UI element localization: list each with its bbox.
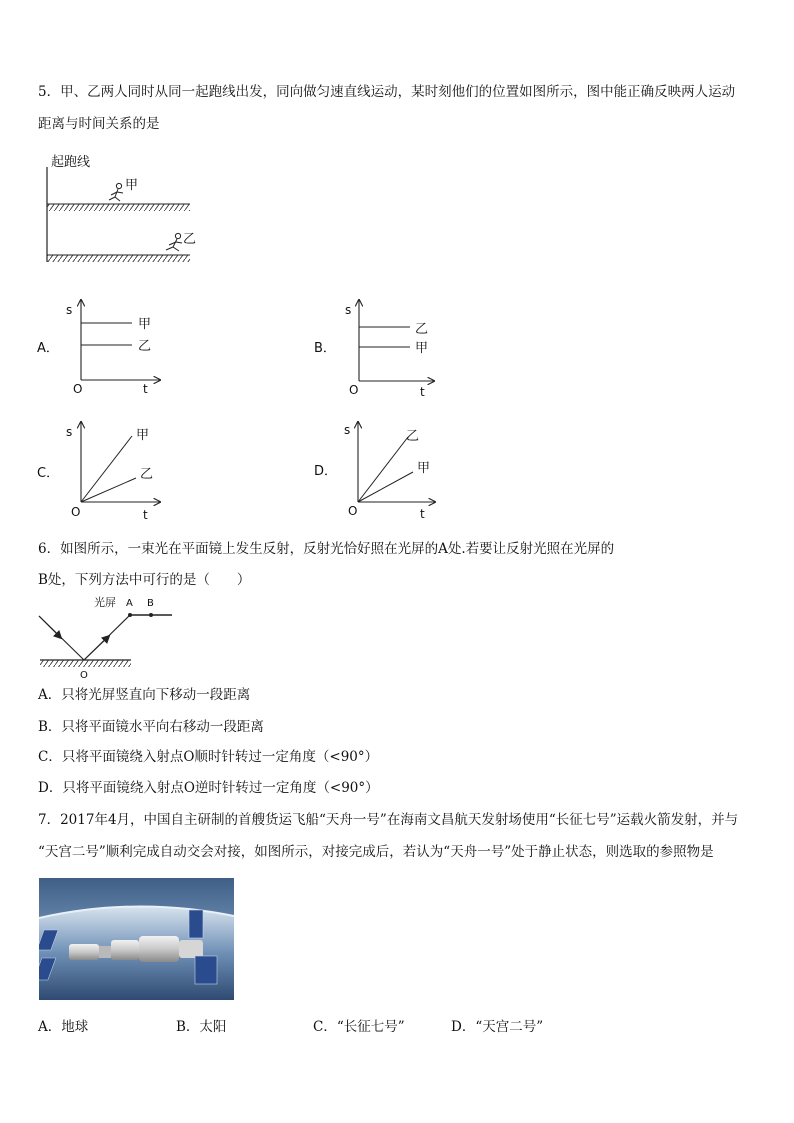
option-b-letter: B． — [314, 341, 336, 356]
option-d-letter: D． — [314, 464, 338, 479]
option-c-origin: O — [71, 505, 81, 519]
option-d-origin: O — [348, 504, 358, 518]
runner-yi-label: 乙 — [183, 232, 197, 247]
point-a — [128, 613, 132, 617]
q7-option-d[interactable]: D．“天宫二号” — [451, 1019, 544, 1035]
q5-stem-line2: 距离与时间关系的是 — [38, 116, 160, 132]
option-d-upper-label: 乙 — [406, 429, 420, 444]
option-b-upper-label: 乙 — [415, 322, 429, 337]
q5-stem-line1: 5．甲、乙两人同时从同一起跑线出发，同向做匀速直线运动，某时刻他们的位置如图所示，图中能正确反映两人运动 — [38, 84, 736, 100]
q6-option-a[interactable]: A．只将光屏竖直向下移动一段距离 — [38, 687, 251, 703]
option-a-letter: A． — [37, 341, 59, 356]
q7-stem-line2: “天宫二号”顺利完成自动交会对接，如图所示，对接完成后，若认为“天舟一号”处于静止状态，则选取的参照物是 — [38, 844, 714, 860]
q6-option-c[interactable]: C．只将平面镜绕入射点O顺时针转过一定角度（<90°） — [38, 749, 379, 765]
option-b-t-label: t — [420, 385, 425, 399]
option-a-upper-label: 甲 — [138, 317, 152, 332]
option-a-t-label: t — [143, 382, 148, 396]
option-a-s-label: s — [66, 303, 73, 317]
option-b-lower-label: 甲 — [415, 341, 429, 356]
point-b — [149, 613, 153, 617]
option-a-origin: O — [73, 382, 83, 396]
option-c-lower-label: 乙 — [140, 467, 154, 482]
q6-stem-line2: B处，下列方法中可行的是（ ） — [38, 572, 251, 588]
q7-stem-line1: 7．2017年4月，中国自主研制的首艘货运飞船“天舟一号”在海南文昌航天发射场使用“长征七号”运载火箭发射，并与 — [38, 812, 739, 828]
q6-option-b[interactable]: B．只将平面镜水平向右移动一段距离 — [38, 719, 264, 735]
option-c-letter: C． — [37, 466, 60, 481]
option-d-t-label: t — [420, 507, 425, 521]
option-b-s-label: s — [345, 303, 352, 317]
option-c-upper-label: 甲 — [136, 428, 150, 443]
option-d-s-label: s — [344, 423, 351, 437]
point-o-label: O — [80, 670, 88, 681]
q6-option-d[interactable]: D．只将平面镜绕入射点O逆时针转过一定角度（<90°） — [38, 780, 379, 796]
option-d-lower-label: 甲 — [417, 461, 431, 476]
option-a-lower-label: 乙 — [138, 339, 152, 354]
option-c-t-label: t — [143, 508, 148, 522]
option-c-s-label: s — [66, 425, 73, 439]
runner-jia-label: 甲 — [125, 178, 139, 193]
q6-stem-line1: 6．如图所示，一束光在平面镜上发生反射，反射光恰好照在光屏的A处.若要让反射光照在光屏的 — [38, 541, 615, 557]
space-station-docking-image — [39, 878, 234, 1000]
point-a-label: A — [126, 598, 133, 609]
option-b-origin: O — [349, 383, 359, 397]
point-b-label: B — [147, 598, 154, 609]
start-line-label: 起跑线 — [51, 155, 91, 170]
screen-label: 光屏 — [94, 596, 116, 609]
q7-option-b[interactable]: B．太阳 — [176, 1019, 227, 1035]
q7-option-c[interactable]: C．“长征七号” — [313, 1019, 405, 1035]
q7-option-a[interactable]: A．地球 — [38, 1019, 89, 1035]
